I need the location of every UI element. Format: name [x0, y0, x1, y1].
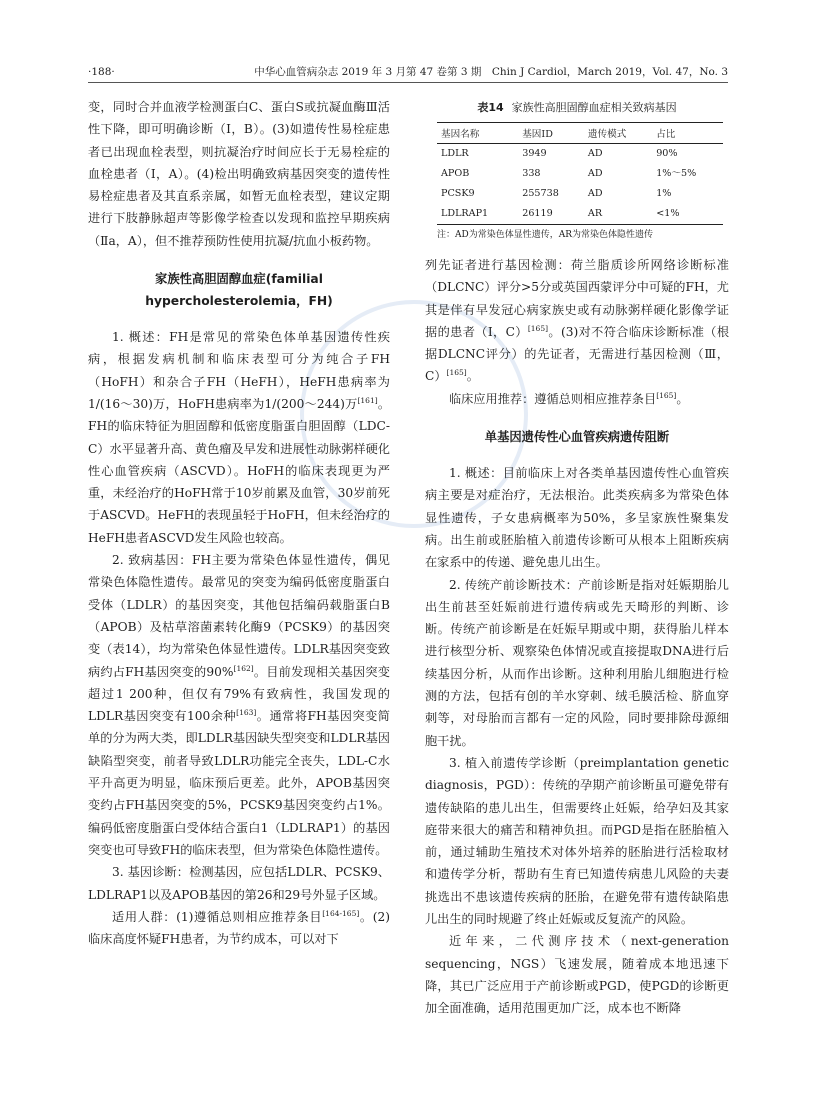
gene-table — [437, 122, 723, 225]
citation: [165] — [656, 390, 677, 400]
table-title: 家族性高胆固醇血症相关致病基因 — [511, 101, 677, 114]
table-cell: APOB — [441, 168, 470, 179]
table-cell: AD — [587, 188, 603, 199]
table-cell: LDLR — [441, 148, 469, 159]
paragraph-genes: 2. 致病基因：FH主要为常染色体显性遗传，偶见常染色体隐性遗传。最常见的突变为编码低密度脂蛋白受体（LDLR）的基因突变，其他包括编码载脂蛋白B（APOB）及枯草溶菌素转化酶9（PCSK9）的基因突变（表14），均为常染色体显性遗传。LDLR基因突变致病约占FH基因突变的90%[162]。目前发现相关基因突变超过1 200种，但仅有79%有致病性，我国发现的LDLR基因突变有100余种[163]。通常将FH基因突变简单的分为两大类，即LDLR基因缺失型突变和LDLR基因缺陷型突变，前者导致LDLR功能完全丧失，LDL-C水平升高更为明显，临床预后更差。此外，APOB基因突变约占FH基因突变的5%，PCSK9基因突变约占1%。编码低密度脂蛋白受体结合蛋白1（LDLRAP1）的基因突变也可导致FH的临床表型，但为常染色体隐性遗传。 — [88, 553, 390, 857]
table-header: 占比 — [652, 123, 723, 144]
table-row — [437, 184, 723, 204]
paragraph-recommendation: 临床应用推荐：遵循总则相应推荐条目[165]。 — [449, 390, 689, 406]
paragraph-gene-diagnosis: 3. 基因诊断：检测基因，应包括LDLR、PCSK9、LDLRAP1以及APOB基因的第26和29号外显子区域。 — [88, 865, 390, 902]
citation: [162] — [233, 663, 254, 673]
section-title-fh — [88, 268, 390, 312]
page-number: ·188· — [88, 66, 115, 78]
table-cell: 338 — [522, 168, 541, 179]
table-header: 基因ID — [518, 123, 584, 144]
citation: [165] — [446, 368, 467, 378]
table-cell: 1% — [656, 188, 672, 199]
paragraph-overview: 1. 概述：目前临床上对各类单基因遗传性心血管疾病主要是对症治疗，无法根治。此类疾病多为常染色体显性遗传，子女患病概率为50%，多呈家族性聚集发病。出生前或胚胎植入前遗传诊断可从根本上阻断疾病在家系中的传递、避免患儿出生。 — [425, 466, 729, 570]
table-cell: 26119 — [518, 204, 584, 225]
citation: [164-165] — [322, 908, 360, 918]
section-title-line: hypercholesterolemia，FH) — [145, 294, 333, 309]
journal-citation: 中华心血管病杂志 2019 年 3 月第 47 卷第 3 期 Chin J Cardiol，March 2019，Vol. 47，No. 3 — [254, 66, 728, 78]
paragraph-ngs: 近年来，二代测序技术（next-generation sequencing，NGS）飞速发展，随着成本地迅速下降，其已广泛应用于产前诊断或PGD，使PGD的诊断更加全面准确，适用范围更加广泛，成本也不断降 — [425, 934, 729, 1016]
citation: [161] — [357, 395, 378, 405]
paragraph-pgd: 3. 植入前遗传学诊断（preimplantation genetic diagnosis，PGD）：传统的孕期产前诊断虽可避免带有遗传缺陷的患儿出生，但需要终止妊娠，给孕妇及其家庭带来很大的痛苦和精神负担。而PGD是指在胚胎植入前，通过辅助生殖技术对体外培养的胚胎进行活检取材和遗传学分析，帮助有生育已知遗传病患儿风险的夫妻挑选出不患该遗传疾病的胚胎，在避免带有遗传缺陷患儿出生的同时规避了终止妊娠或反复流产的风险。 — [425, 755, 729, 927]
table-cell: AD — [587, 148, 603, 159]
table-row — [437, 204, 723, 225]
table-row — [437, 144, 723, 165]
table-cell: AR — [584, 204, 652, 225]
section-title-line: 家族性高胆固醇血症(familial — [155, 272, 323, 287]
table-label: 表14 — [477, 101, 504, 114]
table-note: 注：AD为常染色体显性遗传，AR为常染色体隐性遗传 — [437, 230, 653, 240]
paragraph-prenatal: 2. 传统产前诊断技术：产前诊断是指对妊娠期胎儿出生前甚至妊娠前进行遗传病或先天畸形的判断、诊断。传统产前诊断是在妊娠早期或中期，获得胎儿样本进行核型分析、观察染色体情况或直接提取DNA进行后续基因分析，从而作出诊断。这种利用胎儿细胞进行检测的方法，包括有创的羊水穿刺、绒毛膜活检、脐血穿刺等，对母胎而言都有一定的风险，同时要排除母源细胞干扰。 — [425, 577, 729, 748]
citation: [163] — [236, 708, 257, 718]
table-cell: AD — [587, 168, 603, 179]
table-cell: 1%～5% — [656, 168, 697, 179]
table-row — [437, 164, 723, 184]
running-header — [88, 64, 728, 83]
table-cell: PCSK9 — [441, 188, 475, 199]
section-title-blocking: 单基因遗传性心血管疾病遗传阻断 — [484, 430, 670, 445]
left-column — [88, 96, 390, 950]
table-cell: 255738 — [522, 188, 559, 199]
table-cell: 3949 — [522, 148, 547, 159]
table-cell: LDLRAP1 — [437, 204, 518, 225]
table-caption — [425, 100, 729, 116]
right-column — [425, 96, 729, 1020]
table-cell: <1% — [652, 204, 723, 225]
table-header: 基因名称 — [437, 123, 518, 144]
paragraph-overview: 1. 概述：FH是常见的常染色体单基因遗传性疾病，根据发病机制和临床表型可分为纯合子FH（HoFH）和杂合子FH（HeFH），HeFH患病率为1/(16～30)万，HoFH患病率为1/(200～244)万[161]。FH的临床特征为胆固醇和低密度脂蛋白胆固醇（LDC-C）水平显著升高、黄色瘤及早发和进展性动脉粥样硬化性心血管疾病（ASCVD）。HoFH的临床表现更为严重，未经治疗的HoFH常于10岁前累及血管，30岁前死于ASCVD。HeFH的表现虽轻于HoFH，但未经治疗的HeFH患者ASCVD发生风险也较高。 — [88, 330, 391, 545]
paragraph: 列先证者进行基因检测：荷兰脂质诊所网络诊断标准（DLCNC）评分>5分或英国西蒙评分中可疑的FH，尤其是伴有早发冠心病家族史或有动脉粥样硬化影像学证据的患者（Ⅰ，C）[165]。(3)对不符合临床诊断标准（根据DLCNC评分）的先证者，无需进行基因检测（Ⅲ，C）[165]。 — [425, 258, 730, 384]
paragraph-population: 适用人群：(1)遵循总则相应推荐条目[164-165]。(2)临床高度怀疑FH患者，为节约成本，可以对下 — [88, 908, 391, 947]
table-cell: 90% — [656, 148, 678, 159]
table-header: 遗传模式 — [584, 123, 652, 144]
table-header-row — [437, 123, 723, 144]
citation: [165] — [527, 323, 549, 333]
paragraph: 变，同时合并血液学检测蛋白C、蛋白S或抗凝血酶Ⅲ活性下降，即可明确诊断（Ⅰ，B）。(3)如遗传性易栓症患者已出现血栓表型，则抗凝治疗时间应长于无易栓症的血栓患者（Ⅰ，A）。(4)检出明确致病基因突变的遗传性易栓症患者及其直系亲属，如暂无血栓表型，建议定期进行下肢静脉超声等影像学检查以发现和监控早期疾病（Ⅱa，A），但不推荐预防性使用抗凝/抗血小板药物。 — [88, 100, 390, 248]
